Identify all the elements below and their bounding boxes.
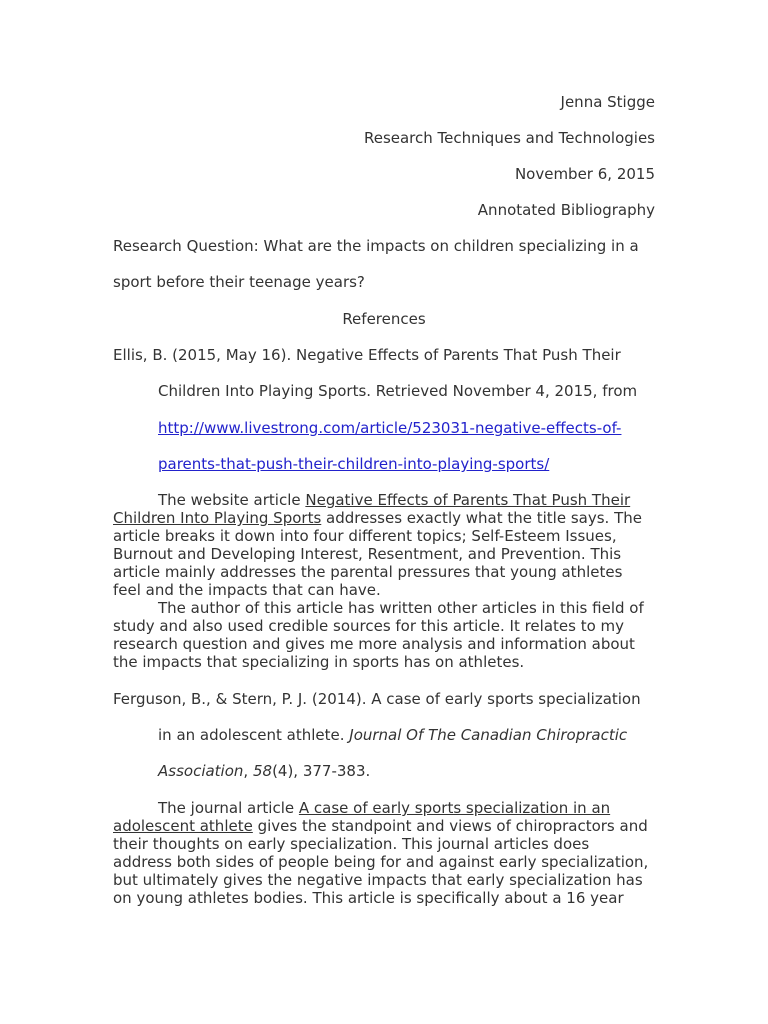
ref1-article-title: Negative Effects of Parents That Push Their: [305, 491, 631, 509]
ref2-citation-line-1: Ferguson, B., & Stern, P. J. (2014). A case of early sports specialization: [113, 690, 641, 708]
ref1-annotation-row: research question and gives me more analysis and information about: [113, 635, 635, 653]
ref1-annotation-row: the impacts that specializing in sports has on athletes.: [113, 653, 525, 671]
assignment-title: Annotated Bibliography: [477, 201, 655, 219]
ref2-journal-name-cont: Association: [158, 762, 244, 780]
references-heading: References: [342, 310, 426, 328]
ref1-annotation: [113, 491, 658, 671]
ref1-citation-line-1: Ellis, B. (2015, May 16). Negative Effects of Parents That Push Their: [113, 346, 621, 364]
document-date: November 6, 2015: [514, 165, 655, 183]
ref2-article-title-cont: adolescent athlete: [113, 817, 253, 835]
research-question-line-1: Research Question: What are the impacts on children specializing in a: [113, 237, 639, 255]
annotation-text: gives the standpoint and views of chiropractors and: [252, 817, 648, 835]
citation-text: ,: [243, 762, 253, 780]
ref1-link-line-1[interactable]: [158, 418, 621, 438]
ref1-annotation-row: feel and the impacts that can have.: [113, 581, 381, 599]
ref1-annotation-row: study and also used credible sources for this article. It relates to my: [113, 617, 625, 635]
ref2-article-title: A case of early sports specialization in an: [298, 799, 611, 817]
ref2-annotation-row: address both sides of people being for and against early specialization,: [113, 853, 649, 871]
ref2-volume: 58: [252, 762, 273, 780]
ref2-annotation-row: on young athletes bodies. This article is specifically about a 16 year: [113, 889, 624, 907]
author-name: Jenna Stigge: [560, 93, 655, 111]
ref2-annotation: [113, 799, 658, 907]
ref2-annotation-row: [113, 799, 658, 817]
ref1-annotation-row: [113, 509, 658, 527]
ref1-annotation-row: article breaks it down into four different topics; Self-Esteem Issues,: [113, 527, 617, 545]
ref1-annotation-row: Burnout and Developing Interest, Resentment, and Prevention. This: [113, 545, 622, 563]
ref2-annotation-row: but ultimately gives the negative impacts that early specialization has: [113, 871, 643, 889]
course-name: Research Techniques and Technologies: [363, 129, 655, 147]
ref2-annotation-row: [113, 817, 658, 835]
annotation-text: addresses exactly what the title says. The: [321, 509, 642, 527]
annotation-text: The journal article: [158, 799, 299, 817]
ref1-url-link-part-2[interactable]: parents-that-push-their-children-into-playing-sports/: [158, 455, 550, 473]
ref1-citation-line-2: Children Into Playing Sports. Retrieved November 4, 2015, from: [158, 382, 638, 400]
ref2-citation-line-3: [158, 761, 370, 781]
ref2-journal-name: Journal Of The Canadian Chiropractic: [349, 726, 628, 744]
ref1-article-title-cont: Children Into Playing Sports: [113, 509, 322, 527]
research-question-line-2: sport before their teenage years?: [113, 273, 365, 291]
citation-text: (4), 377-383.: [272, 762, 371, 780]
ref1-annotation-row: The author of this article has written other articles in this field of: [158, 599, 644, 617]
citation-text: in an adolescent athlete.: [158, 726, 350, 744]
annotation-text: The website article: [158, 491, 306, 509]
ref1-annotation-row: article mainly addresses the parental pressures that young athletes: [113, 563, 623, 581]
ref1-url-link-part-1[interactable]: http://www.livestrong.com/article/523031-negative-effects-of-: [158, 419, 622, 437]
ref1-link-line-2[interactable]: [158, 454, 549, 474]
ref2-citation-line-2: [158, 725, 627, 745]
ref1-annotation-row: [113, 491, 658, 509]
ref2-annotation-row: their thoughts on early specialization. This journal articles does: [113, 835, 590, 853]
